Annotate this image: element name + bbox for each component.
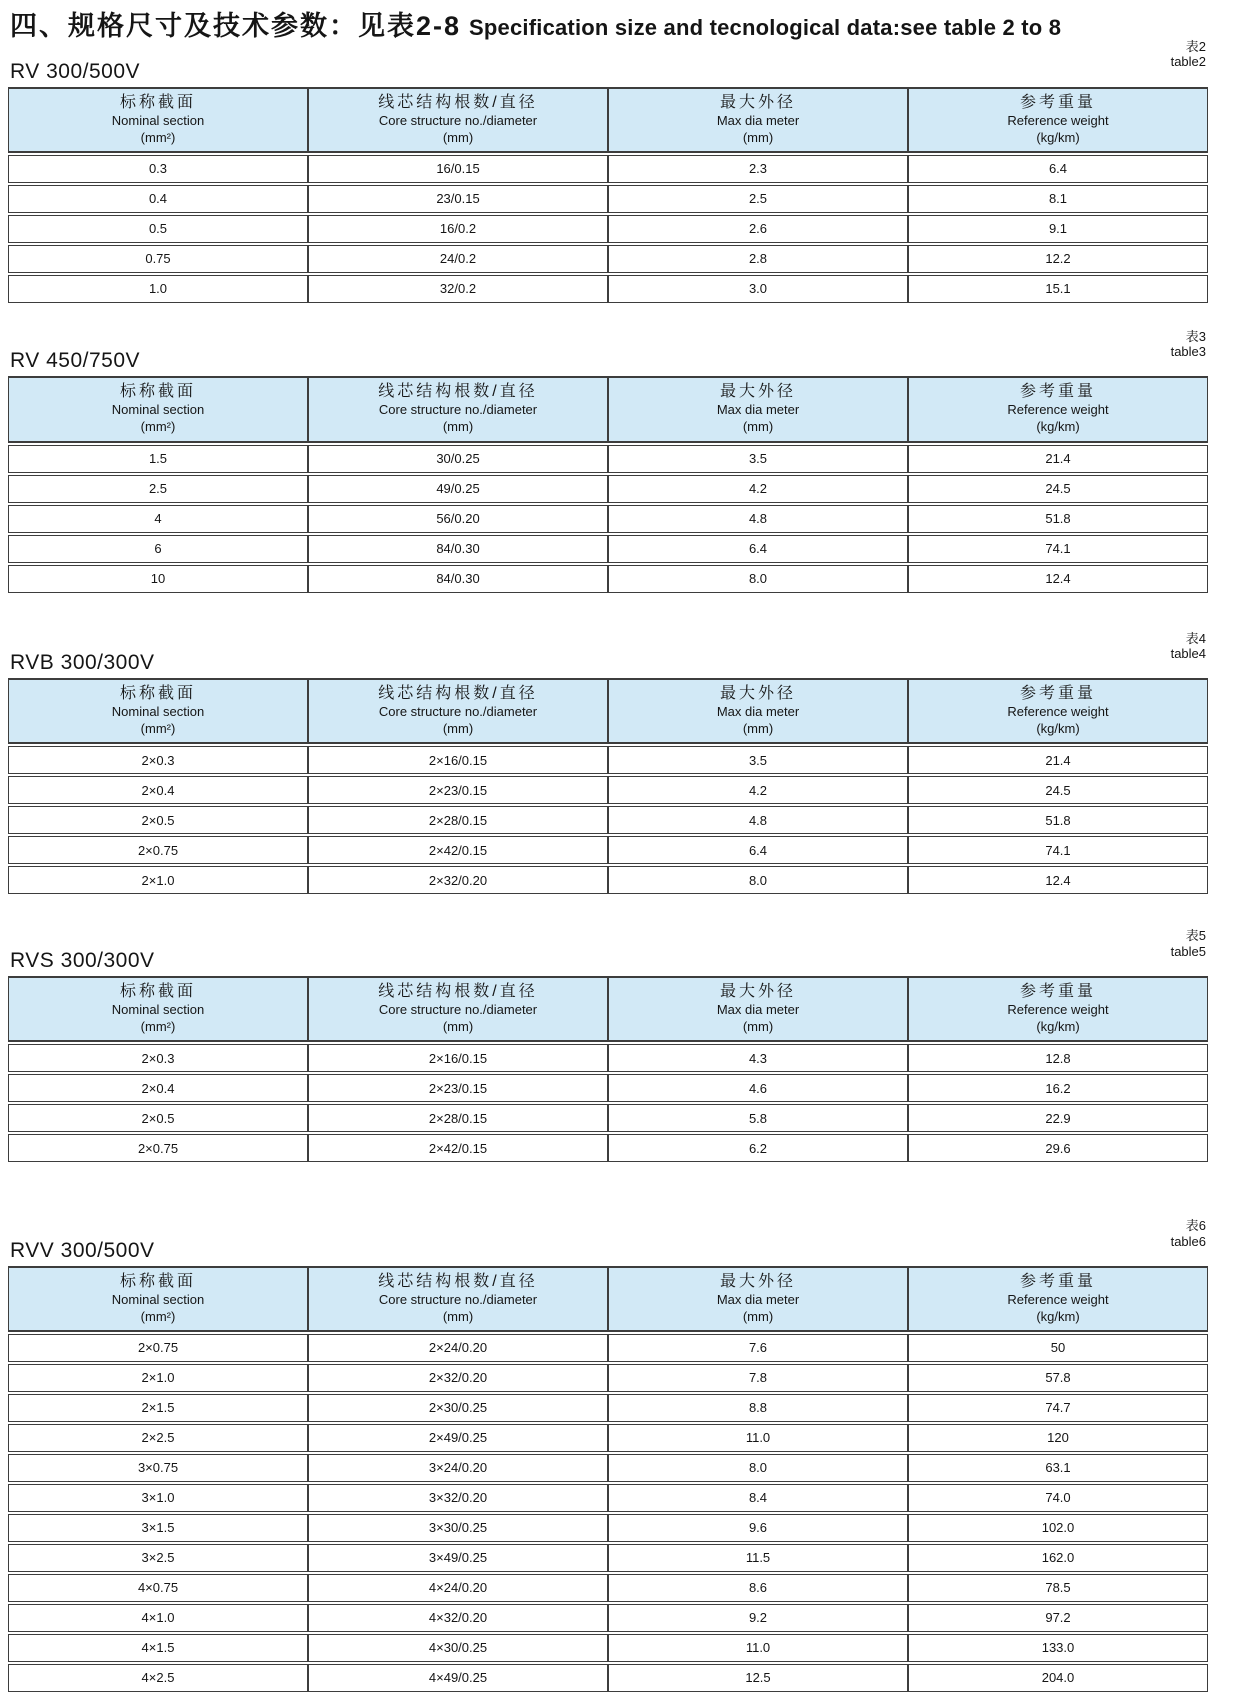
table-cell: 56/0.20 [308, 505, 608, 533]
table-cell: 16/0.2 [308, 215, 608, 243]
table-row [8, 185, 1208, 213]
column-header [908, 1266, 1208, 1332]
column-header-unit: (kg/km) [1036, 721, 1080, 737]
column-header-unit: (kg/km) [1036, 1018, 1080, 1034]
column-header [608, 87, 908, 153]
header-row [8, 678, 1208, 744]
table-row [8, 836, 1208, 864]
table-cell: 22.9 [908, 1104, 1208, 1132]
table-cell: 2.8 [608, 245, 908, 273]
column-header [8, 87, 308, 153]
column-header-en: Core structure no./diameter [378, 112, 538, 128]
table-tag-en: table4 [1170, 645, 1206, 661]
table-cell: 8.0 [608, 1454, 908, 1482]
table-cell: 5.8 [608, 1104, 908, 1132]
table-cell: 4.3 [608, 1044, 908, 1072]
column-header-en: Max dia meter [716, 402, 800, 418]
table-cell: 24.5 [908, 776, 1208, 804]
table-tag-zh: 表3 [1185, 328, 1206, 344]
table-row [8, 535, 1208, 563]
table-cell: 51.8 [908, 806, 1208, 834]
table-cell: 4×30/0.25 [308, 1634, 608, 1662]
column-header-zh: 线芯结构根数/直径 [378, 685, 538, 703]
table-cell: 4.8 [608, 505, 908, 533]
table-row [8, 215, 1208, 243]
spec-table [8, 85, 1208, 305]
column-header-zh: 最大外径 [719, 983, 796, 1001]
table-cell: 49/0.25 [308, 475, 608, 503]
table-cell: 2×42/0.15 [308, 1134, 608, 1162]
table-tag-zh: 表6 [1185, 1218, 1206, 1234]
table-cell: 9.2 [608, 1604, 908, 1632]
table-tag-en: table2 [1170, 54, 1206, 70]
column-header-unit: (mm) [742, 1018, 774, 1034]
table-cell: 9.6 [608, 1514, 908, 1542]
table-cell: 2×49/0.25 [308, 1424, 608, 1452]
cable-model-label: RVV 300/500V [10, 1238, 155, 1262]
table-cell: 74.7 [908, 1394, 1208, 1422]
table-row [8, 1574, 1208, 1602]
table-row [8, 1044, 1208, 1072]
table-cell: 4.8 [608, 806, 908, 834]
column-header-unit: (mm²) [140, 129, 176, 145]
spec-table-section [8, 1218, 1208, 1694]
table-cell: 0.75 [8, 245, 308, 273]
column-header-unit: (mm) [442, 1018, 474, 1034]
column-header-zh: 最大外径 [719, 685, 796, 703]
table-cell: 2×1.5 [8, 1394, 308, 1422]
column-header [308, 976, 608, 1042]
table-cell: 4×49/0.25 [308, 1664, 608, 1692]
table-row [8, 1134, 1208, 1162]
column-header-zh: 线芯结构根数/直径 [378, 983, 538, 1001]
table-tag-zh: 表5 [1185, 928, 1206, 944]
table-row [8, 1634, 1208, 1662]
table-cell: 10 [8, 565, 308, 593]
column-header [8, 678, 308, 744]
table-cell: 8.8 [608, 1394, 908, 1422]
column-header-en: Max dia meter [716, 704, 800, 720]
column-header-en: Reference weight [1007, 1291, 1109, 1307]
spec-table-body [8, 746, 1208, 894]
column-header-en: Reference weight [1007, 112, 1109, 128]
table-cell: 3×24/0.20 [308, 1454, 608, 1482]
table-row [8, 1334, 1208, 1362]
column-header-unit: (mm²) [140, 1308, 176, 1324]
table-tag-en: table5 [1170, 943, 1206, 959]
table-cell: 2×2.5 [8, 1424, 308, 1452]
spec-table-body [8, 155, 1208, 303]
table-row [8, 245, 1208, 273]
column-header-zh: 参考重量 [1019, 983, 1096, 1001]
header-row [8, 87, 1208, 153]
table-cell: 4×1.0 [8, 1604, 308, 1632]
column-header-zh: 标称截面 [119, 685, 196, 703]
table-cell: 3×1.5 [8, 1514, 308, 1542]
table-cell: 4.2 [608, 475, 908, 503]
spec-table [8, 374, 1208, 594]
table-cell: 2×0.4 [8, 776, 308, 804]
column-header [8, 376, 308, 442]
table-cell: 2×1.0 [8, 1364, 308, 1392]
column-header-en: Core structure no./diameter [378, 402, 538, 418]
column-header [908, 376, 1208, 442]
table-cell: 2.5 [8, 475, 308, 503]
table-cell: 12.8 [908, 1044, 1208, 1072]
table-cell: 6.4 [908, 155, 1208, 183]
column-header-en: Nominal section [111, 112, 205, 128]
spec-table-head [8, 678, 1208, 744]
column-header-zh: 参考重量 [1019, 685, 1096, 703]
table-cell: 4×1.5 [8, 1634, 308, 1662]
table-cell: 12.5 [608, 1664, 908, 1692]
table-row [8, 866, 1208, 894]
table-cell: 16.2 [908, 1074, 1208, 1102]
table-cell: 3.0 [608, 275, 908, 303]
table-cell: 6.4 [608, 836, 908, 864]
table-cell: 57.8 [908, 1364, 1208, 1392]
spec-table-head [8, 1266, 1208, 1332]
column-header-unit: (mm) [442, 129, 474, 145]
column-header-zh: 参考重量 [1019, 1272, 1096, 1290]
table-cell: 11.0 [608, 1634, 908, 1662]
table-cell: 3×0.75 [8, 1454, 308, 1482]
table-cell: 4×24/0.20 [308, 1574, 608, 1602]
table-cell: 4×2.5 [8, 1664, 308, 1692]
table-cell: 3×2.5 [8, 1544, 308, 1572]
table-cell: 2×42/0.15 [308, 836, 608, 864]
table-tag-en: table6 [1170, 1233, 1206, 1249]
column-header-en: Reference weight [1007, 402, 1109, 418]
spec-table-head [8, 376, 1208, 442]
table-cell: 3×32/0.20 [308, 1484, 608, 1512]
table-row [8, 155, 1208, 183]
spec-table-body [8, 1334, 1208, 1692]
table-cell: 78.5 [908, 1574, 1208, 1602]
column-header-en: Max dia meter [716, 1291, 800, 1307]
table-cell: 2×0.75 [8, 1334, 308, 1362]
column-header-en: Core structure no./diameter [378, 1002, 538, 1018]
table-tag-zh: 表4 [1185, 630, 1206, 646]
table-cell: 74.1 [908, 535, 1208, 563]
table-row [8, 1364, 1208, 1392]
column-header-zh: 线芯结构根数/直径 [378, 383, 538, 401]
table-cell: 74.1 [908, 836, 1208, 864]
spec-table [8, 676, 1208, 896]
spec-table-section [8, 928, 1208, 1164]
table-cell: 4.2 [608, 776, 908, 804]
column-header-en: Core structure no./diameter [378, 704, 538, 720]
spec-table-section [8, 39, 1208, 305]
cable-model-label: RVB 300/300V [10, 651, 155, 675]
table-cell: 74.0 [908, 1484, 1208, 1512]
table-cell: 8.4 [608, 1484, 908, 1512]
table-cell: 2×0.4 [8, 1074, 308, 1102]
table-row [8, 1514, 1208, 1542]
table-row [8, 445, 1208, 473]
table-cell: 4×32/0.20 [308, 1604, 608, 1632]
table-cell: 84/0.30 [308, 535, 608, 563]
table-cell: 3×30/0.25 [308, 1514, 608, 1542]
table-row [8, 505, 1208, 533]
column-header-en: Max dia meter [716, 112, 800, 128]
table-row [8, 275, 1208, 303]
table-row [8, 1394, 1208, 1422]
spec-table-body [8, 445, 1208, 593]
spec-table [8, 1264, 1208, 1694]
table-row [8, 475, 1208, 503]
table-cell: 162.0 [908, 1544, 1208, 1572]
table-row [8, 565, 1208, 593]
table-cell: 11.5 [608, 1544, 908, 1572]
table-cell: 0.3 [8, 155, 308, 183]
column-header-zh: 标称截面 [119, 93, 196, 111]
column-header-unit: (mm²) [140, 721, 176, 737]
table-cell: 16/0.15 [308, 155, 608, 183]
table-cell: 97.2 [908, 1604, 1208, 1632]
header-row [8, 976, 1208, 1042]
table-cell: 32/0.2 [308, 275, 608, 303]
table-cell: 9.1 [908, 215, 1208, 243]
column-header [608, 678, 908, 744]
spec-table-head [8, 87, 1208, 153]
table-cell: 2×16/0.15 [308, 1044, 608, 1072]
table-cell: 2×23/0.15 [308, 1074, 608, 1102]
table-cell: 2×30/0.25 [308, 1394, 608, 1422]
spec-table-section [8, 329, 1208, 595]
column-header-unit: (mm²) [140, 1018, 176, 1034]
table-cell: 24/0.2 [308, 245, 608, 273]
column-header [308, 1266, 608, 1332]
column-header-en: Reference weight [1007, 1002, 1109, 1018]
table-row [8, 1664, 1208, 1692]
table-cell: 6 [8, 535, 308, 563]
column-header [908, 976, 1208, 1042]
column-header-zh: 线芯结构根数/直径 [378, 93, 538, 111]
table-row [8, 1484, 1208, 1512]
table-cell: 2×16/0.15 [308, 746, 608, 774]
table-row [8, 1074, 1208, 1102]
table-cell: 120 [908, 1424, 1208, 1452]
table-row [8, 806, 1208, 834]
spec-document-page [8, 4, 1208, 1694]
column-header-unit: (mm) [742, 1308, 774, 1324]
table-cell: 8.1 [908, 185, 1208, 213]
table-cell: 3.5 [608, 746, 908, 774]
column-header-en: Nominal section [111, 402, 205, 418]
table-cell: 23/0.15 [308, 185, 608, 213]
table-row [8, 1424, 1208, 1452]
spec-table-body [8, 1044, 1208, 1162]
cable-model-label: RVS 300/300V [10, 949, 155, 973]
table-cell: 12.4 [908, 565, 1208, 593]
table-cell: 1.0 [8, 275, 308, 303]
table-cell: 2×0.3 [8, 1044, 308, 1072]
table-cell: 51.8 [908, 505, 1208, 533]
table-cell: 2×32/0.20 [308, 1364, 608, 1392]
page-title-en: Specification size and tecnological data:see table 2 to 8 [469, 15, 1062, 40]
table-tag-en: table3 [1170, 344, 1206, 360]
table-row [8, 746, 1208, 774]
table-cell: 4.6 [608, 1074, 908, 1102]
column-header-unit: (kg/km) [1036, 129, 1080, 145]
table-cell: 2.3 [608, 155, 908, 183]
table-cell: 2×23/0.15 [308, 776, 608, 804]
column-header-unit: (kg/km) [1036, 1308, 1080, 1324]
table-cell: 2.5 [608, 185, 908, 213]
column-header-unit: (mm) [742, 419, 774, 435]
column-header [608, 376, 908, 442]
column-header-unit: (mm) [442, 1308, 474, 1324]
column-header-unit: (mm) [742, 721, 774, 737]
spec-table-head [8, 976, 1208, 1042]
column-header-zh: 最大外径 [719, 383, 796, 401]
table-row [8, 776, 1208, 804]
table-tag-zh: 表2 [1185, 39, 1206, 54]
spec-table [8, 974, 1208, 1164]
column-header-zh: 标称截面 [119, 983, 196, 1001]
table-row [8, 1544, 1208, 1572]
table-cell: 1.5 [8, 445, 308, 473]
table-row [8, 1604, 1208, 1632]
table-cell: 0.5 [8, 215, 308, 243]
table-cell: 6.4 [608, 535, 908, 563]
column-header [608, 1266, 908, 1332]
table-cell: 7.6 [608, 1334, 908, 1362]
column-header [908, 678, 1208, 744]
table-cell: 0.4 [8, 185, 308, 213]
column-header-zh: 最大外径 [719, 93, 796, 111]
column-header-zh: 线芯结构根数/直径 [378, 1272, 538, 1290]
column-header [8, 1266, 308, 1332]
table-cell: 8.0 [608, 565, 908, 593]
column-header-zh: 参考重量 [1019, 93, 1096, 111]
column-header [608, 976, 908, 1042]
table-cell: 2×0.75 [8, 1134, 308, 1162]
column-header-zh: 标称截面 [119, 1272, 196, 1290]
table-cell: 12.2 [908, 245, 1208, 273]
table-cell: 29.6 [908, 1134, 1208, 1162]
table-cell: 2×28/0.15 [308, 1104, 608, 1132]
column-header-en: Nominal section [111, 1291, 205, 1307]
column-header-unit: (kg/km) [1036, 419, 1080, 435]
table-row [8, 1104, 1208, 1132]
tables-container [8, 39, 1208, 1694]
table-cell: 2×0.3 [8, 746, 308, 774]
page-header [8, 4, 1208, 43]
column-header-unit: (mm) [442, 419, 474, 435]
table-cell: 12.4 [908, 866, 1208, 894]
spec-table-section [8, 631, 1208, 897]
table-cell: 24.5 [908, 475, 1208, 503]
column-header [308, 376, 608, 442]
column-header-zh: 最大外径 [719, 1272, 796, 1290]
header-row [8, 1266, 1208, 1332]
table-cell: 6.2 [608, 1134, 908, 1162]
column-header-unit: (mm²) [140, 419, 176, 435]
table-cell: 2×28/0.15 [308, 806, 608, 834]
table-cell: 84/0.30 [308, 565, 608, 593]
table-cell: 204.0 [908, 1664, 1208, 1692]
table-cell: 4 [8, 505, 308, 533]
table-row [8, 1454, 1208, 1482]
table-cell: 30/0.25 [308, 445, 608, 473]
column-header [308, 87, 608, 153]
table-cell: 2×0.75 [8, 836, 308, 864]
cable-model-label: RV 300/500V [10, 59, 141, 83]
table-cell: 15.1 [908, 275, 1208, 303]
table-cell: 4×0.75 [8, 1574, 308, 1602]
table-cell: 133.0 [908, 1634, 1208, 1662]
page-title [10, 4, 1208, 43]
table-cell: 11.0 [608, 1424, 908, 1452]
table-cell: 50 [908, 1334, 1208, 1362]
cable-model-label: RV 450/750V [10, 349, 141, 373]
table-cell: 3.5 [608, 445, 908, 473]
table-cell: 2×1.0 [8, 866, 308, 894]
column-header [308, 678, 608, 744]
table-cell: 102.0 [908, 1514, 1208, 1542]
column-header-en: Max dia meter [716, 1002, 800, 1018]
column-header-unit: (mm) [742, 129, 774, 145]
column-header-en: Nominal section [111, 704, 205, 720]
table-cell: 2×32/0.20 [308, 866, 608, 894]
table-cell: 2×24/0.20 [308, 1334, 608, 1362]
table-cell: 21.4 [908, 445, 1208, 473]
column-header [908, 87, 1208, 153]
table-cell: 2×0.5 [8, 806, 308, 834]
table-cell: 7.8 [608, 1364, 908, 1392]
column-header-zh: 标称截面 [119, 383, 196, 401]
table-cell: 8.0 [608, 866, 908, 894]
column-header-unit: (mm) [442, 721, 474, 737]
table-cell: 3×1.0 [8, 1484, 308, 1512]
table-cell: 2.6 [608, 215, 908, 243]
column-header [8, 976, 308, 1042]
table-cell: 8.6 [608, 1574, 908, 1602]
page-title-zh: 四、规格尺寸及技术参数：见表2-8 [10, 11, 462, 41]
table-cell: 63.1 [908, 1454, 1208, 1482]
table-cell: 3×49/0.25 [308, 1544, 608, 1572]
table-cell: 21.4 [908, 746, 1208, 774]
column-header-en: Reference weight [1007, 704, 1109, 720]
column-header-en: Core structure no./diameter [378, 1291, 538, 1307]
column-header-zh: 参考重量 [1019, 383, 1096, 401]
table-cell: 2×0.5 [8, 1104, 308, 1132]
column-header-en: Nominal section [111, 1002, 205, 1018]
header-row [8, 376, 1208, 442]
